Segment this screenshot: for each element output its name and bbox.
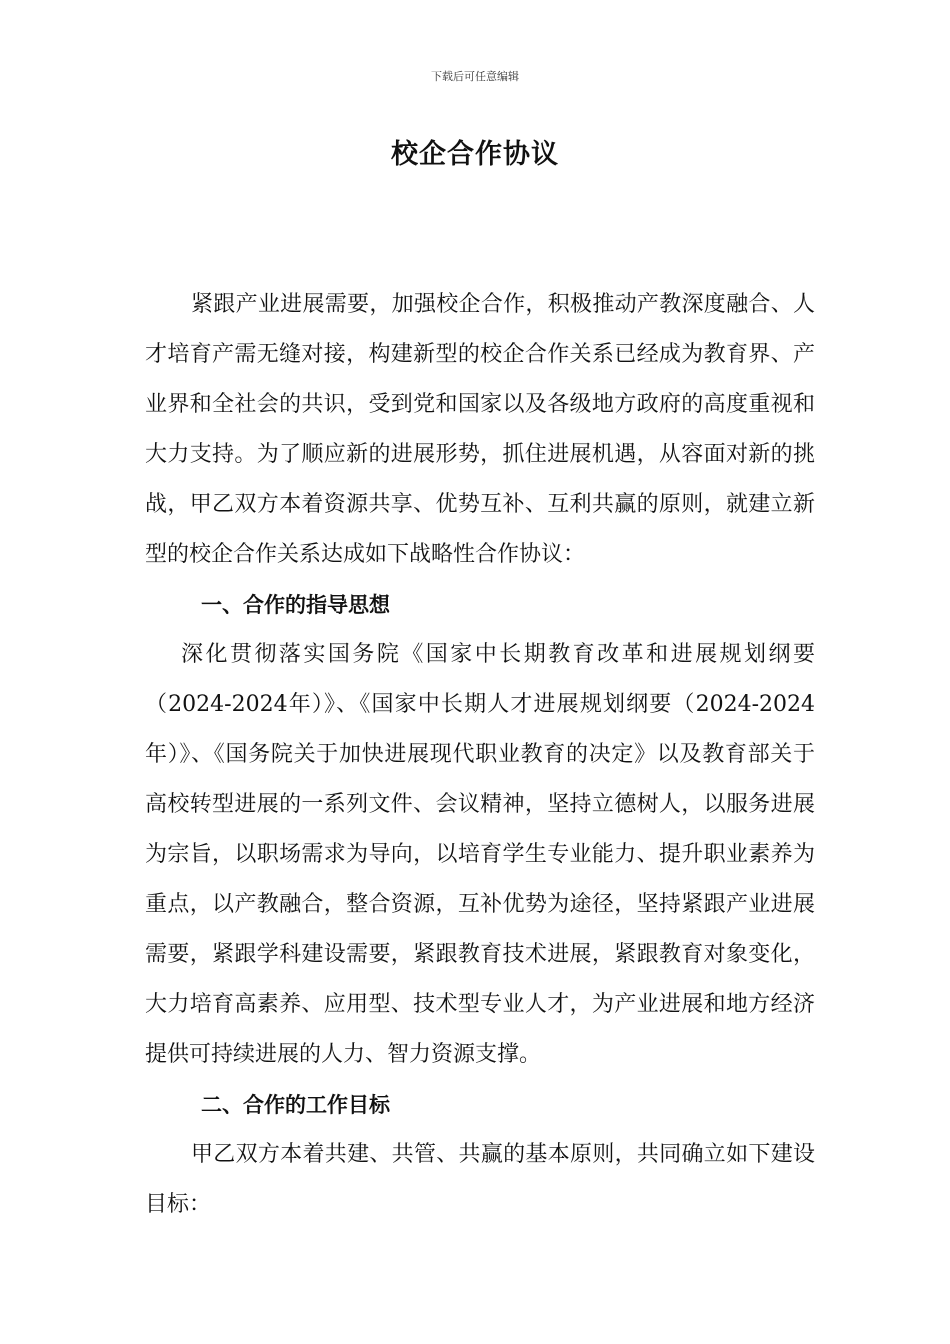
section-heading-1: 一、合作的指导思想 bbox=[201, 593, 390, 617]
section-heading-2: 二、合作的工作目标 bbox=[201, 1093, 390, 1117]
section-paragraph-1: 深化贯彻落实国务院《国家中长期教育改革和进展规划纲要（2024-2024年）》、《国家中长期人才进展规划纲要（2024-2024年）》、《国务院关于加快进展现代职业教育的决定》以及教育部关于高校转型进展的一系列文件、会议精神，坚持立德树人，以服务进展为宗旨，以职场需求为导向，以培育学生专业能力、提升职业素养为重点，以产教融合，整合资源，互补优势为途径，坚持紧跟产业进展需要，紧跟学科建设需要，紧跟教育技术进展，紧跟教育对象变化，大力培育高素养、应用型、技术型专业人才，为产业进展和地方经济提供可持续进展的人力、智力资源支撑。 bbox=[145, 642, 815, 1067]
document-body bbox=[145, 280, 815, 1230]
intro-paragraph: 紧跟产业进展需要，加强校企合作，积极推动产教深度融合、人才培育产需无缝对接，构建新型的校企合作关系已经成为教育界、产业界和全社会的共识，受到党和国家以及各级地方政府的高度重视和大力支持。为了顺应新的进展形势，抓住进展机遇，从容面对新的挑战，甲乙双方本着资源共享、优势互补、互利共赢的原则，就建立新型的校企合作关系达成如下战略性合作协议： bbox=[145, 292, 815, 567]
section-paragraph-2: 甲乙双方本着共建、共管、共赢的基本原则，共同确立如下建设目标： bbox=[145, 1142, 815, 1217]
document-title: 校企合作协议 bbox=[391, 139, 559, 170]
header-note: 下载后可任意编辑 bbox=[431, 70, 519, 83]
